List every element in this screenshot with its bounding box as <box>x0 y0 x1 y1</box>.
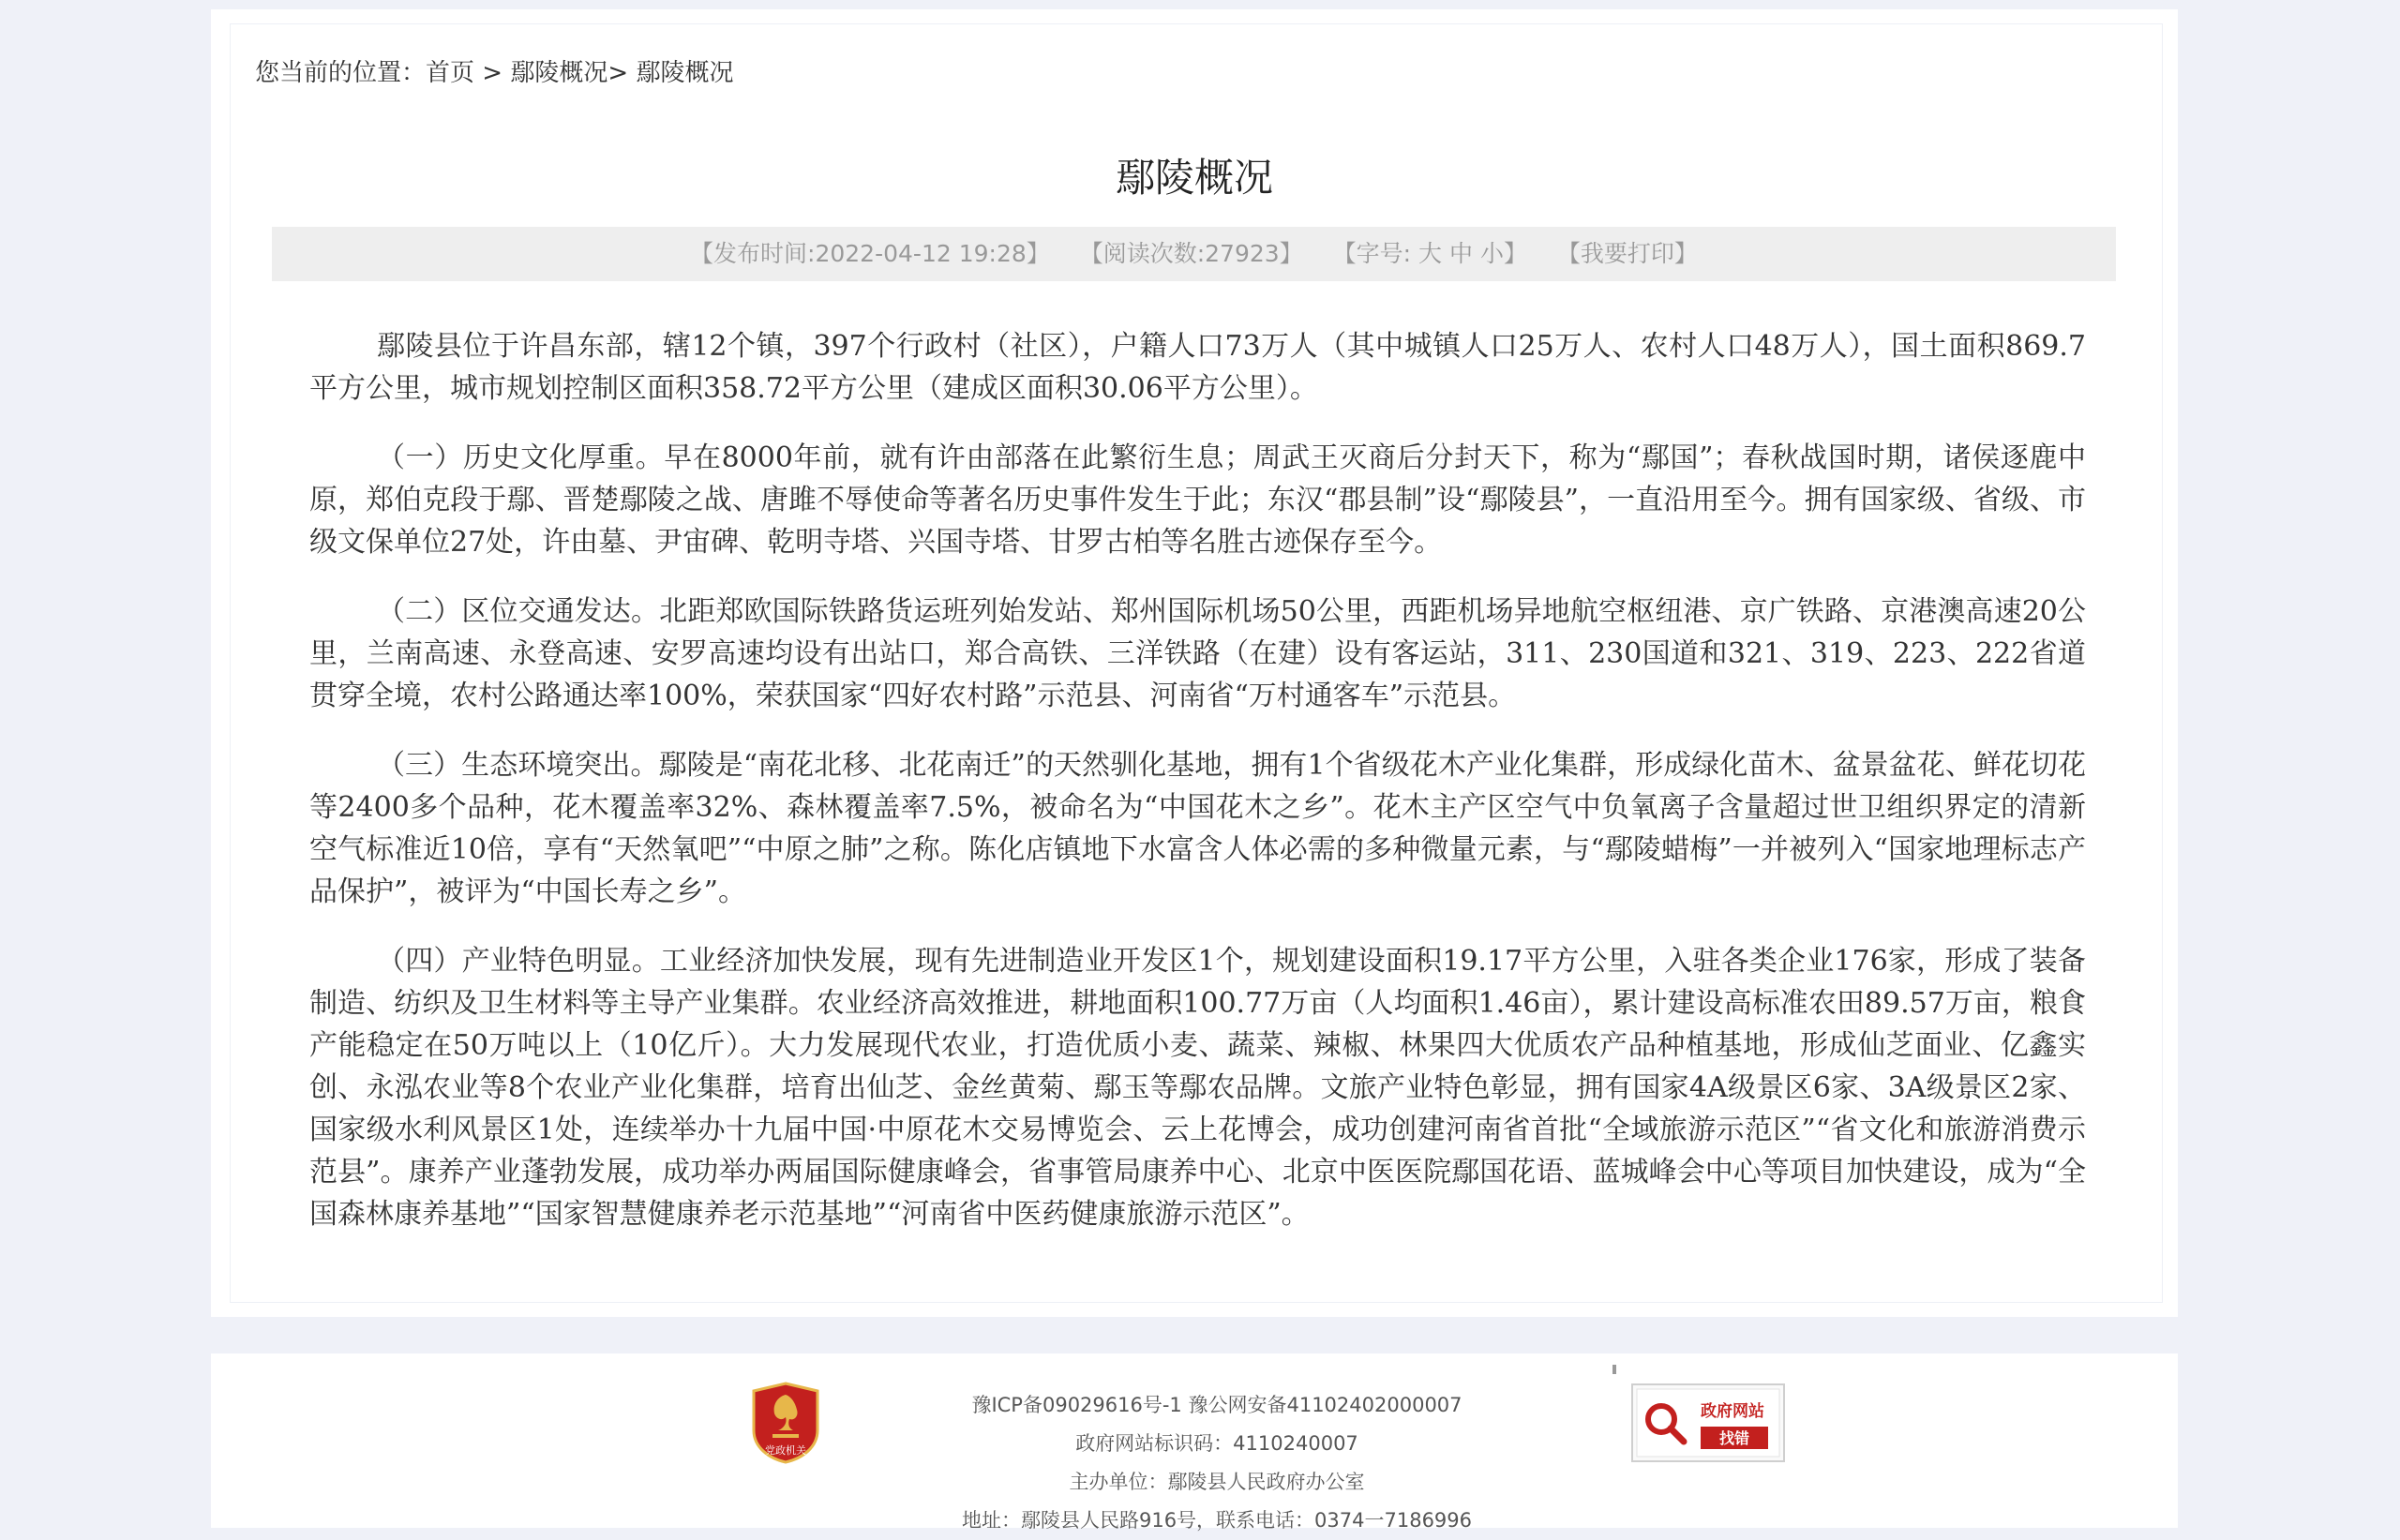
font-size-medium-button[interactable]: 中 <box>1448 240 1473 267</box>
error-badge-subtitle: 找错 <box>1718 1429 1750 1447</box>
article-paragraph: （四）产业特色明显。工业经济加快发展，现有先进制造业开发区1个，规划建设面积19.17平方公里，入驻各类企业176家，形成了装备制造、纺织及卫生材料等主导产业集群。农业经济高效推进，耕地面积100.77万亩（人均面积1.46亩），累计建设高标准农田89.57万亩，粮食产能稳定在50万吨以上（10亿斤）。大力发展现代农业，打造优质小麦、蔬菜、辣椒、林果四大优质农产品种植基地，形成仙芝面业、亿鑫实创、永泓农业等8个农业产业化集群，培育出仙芝、金丝黄菊、鄢玉等鄢农品牌。文旅产业特色彰显，拥有国家4A级景区6家、3A级景区2家、国家级水利风景区1处，连续举办十九届中国·中原花木交易博览会、云上花博会，成功创建河南省首批“全域旅游示范区”“省文化和旅游消费示范县”。康养产业蓬勃发展，成功举办两届国际健康峰会，省事管局康养中心、北京中医医院鄢国花语、蓝城峰会中心等项目加快建设，成为“全国森林康养基地”“国家智慧健康养老示范基地”“河南省中医药健康旅游示范区”。 <box>309 945 2086 1231</box>
font-size-prefix: 【字号: <box>1332 240 1418 267</box>
contact-address: 地址：鄢陵县人民路916号，联系电话：0374一7186996 <box>961 1509 1473 1532</box>
font-size-small-button[interactable]: 小 <box>1479 240 1504 267</box>
breadcrumb-section-link[interactable]: 鄢陵概况 <box>510 59 608 87</box>
view-count: 【阅读次数:27923】 <box>1079 240 1303 267</box>
breadcrumb-separator: > <box>608 59 637 87</box>
icp-record[interactable]: 豫ICP备09029616号-1 豫公网安备41102402000007 <box>971 1394 1462 1416</box>
breadcrumb-current-link[interactable]: 鄢陵概况 <box>636 59 734 87</box>
party-badge-text: 党政机关 <box>765 1444 806 1457</box>
article-paragraph: （二）区位交通发达。北距郑欧国际铁路货运班列始发站、郑州国际机场50公里，西距机场异地航空枢纽港、京广铁路、京港澳高速20公里，兰南高速、永登高速、安罗高速均设有出站口，郑合高铁、三洋铁路（在建）设有客运站，311、230国道和321、319、223、222省道贯穿全境，农村公路通达率100%，荣获国家“四好农村路”示范县、河南省“万村通客车”示范县。 <box>309 595 2086 712</box>
site-footer <box>211 1353 2178 1532</box>
content-panel <box>211 9 2178 1317</box>
article-paragraph: 鄢陵县位于许昌东部，辖12个镇，397个行政村（社区），户籍人口73万人（其中城镇人口25万人、农村人口48万人），国土面积869.7平方公里，城市规划控制区面积358.72平方公里（建成区面积30.06平方公里）。 <box>309 330 2086 405</box>
breadcrumb <box>255 56 733 90</box>
article-body <box>309 325 2086 1263</box>
font-size-suffix: 】 <box>1503 240 1527 267</box>
footer-info <box>211 1386 2178 1540</box>
font-size-controls <box>1333 240 1527 267</box>
breadcrumb-home-link[interactable]: 首页 <box>426 59 475 87</box>
error-badge-title: 政府网站 <box>1701 1402 1764 1421</box>
corner-mark <box>1612 1365 1616 1374</box>
print-button[interactable]: 【我要打印】 <box>1556 240 1698 267</box>
breadcrumb-prefix: 您当前的位置： <box>255 59 427 87</box>
site-id-code: 政府网站标识码：4110240007 <box>1075 1432 1358 1455</box>
breadcrumb-separator: > <box>474 59 511 87</box>
sponsor-unit: 主办单位：鄢陵县人民政府办公室 <box>1069 1471 1365 1493</box>
font-size-large-button[interactable]: 大 <box>1418 240 1443 267</box>
article-paragraph: （三）生态环境突出。鄢陵是“南花北移、北花南迁”的天然驯化基地，拥有1个省级花木产业化集群，形成绿化苗木、盆景盆花、鲜花切花等2400多个品种，花木覆盖率32%、森林覆盖率7.5%，被命名为“中国花木之乡”。花木主产区空气中负氧离子含量超过世卫组织界定的清新空气标准近10倍，享有“天然氧吧”“中原之肺”之称。陈化店镇地下水富含人体必需的多种微量元素，与“鄢陵蜡梅”一并被列入“国家地理标志产品保护”，被评为“中国长寿之乡”。 <box>309 749 2086 908</box>
publish-time: 【发布时间:2022-04-12 19:28】 <box>690 240 1050 267</box>
article-meta-bar <box>272 227 2116 281</box>
page-title: 鄢陵概况 <box>1115 155 1273 201</box>
gov-site-error-report-badge[interactable] <box>1631 1383 1785 1462</box>
article-paragraph: （一）历史文化厚重。早在8000年前，就有许由部落在此繁衍生息；周武王灭商后分封天下，称为“鄢国”；春秋战国时期，诸侯逐鹿中原，郑伯克段于鄢、晋楚鄢陵之战、唐雎不辱使命等著名历史事件发生于此；东汉“郡县制”设“鄢陵县”，一直沿用至今。拥有国家级、省级、市级文保单位27处，许由墓、尹宙碑、乾明寺塔、兴国寺塔、甘罗古柏等名胜古迹保存至今。 <box>309 441 2086 559</box>
